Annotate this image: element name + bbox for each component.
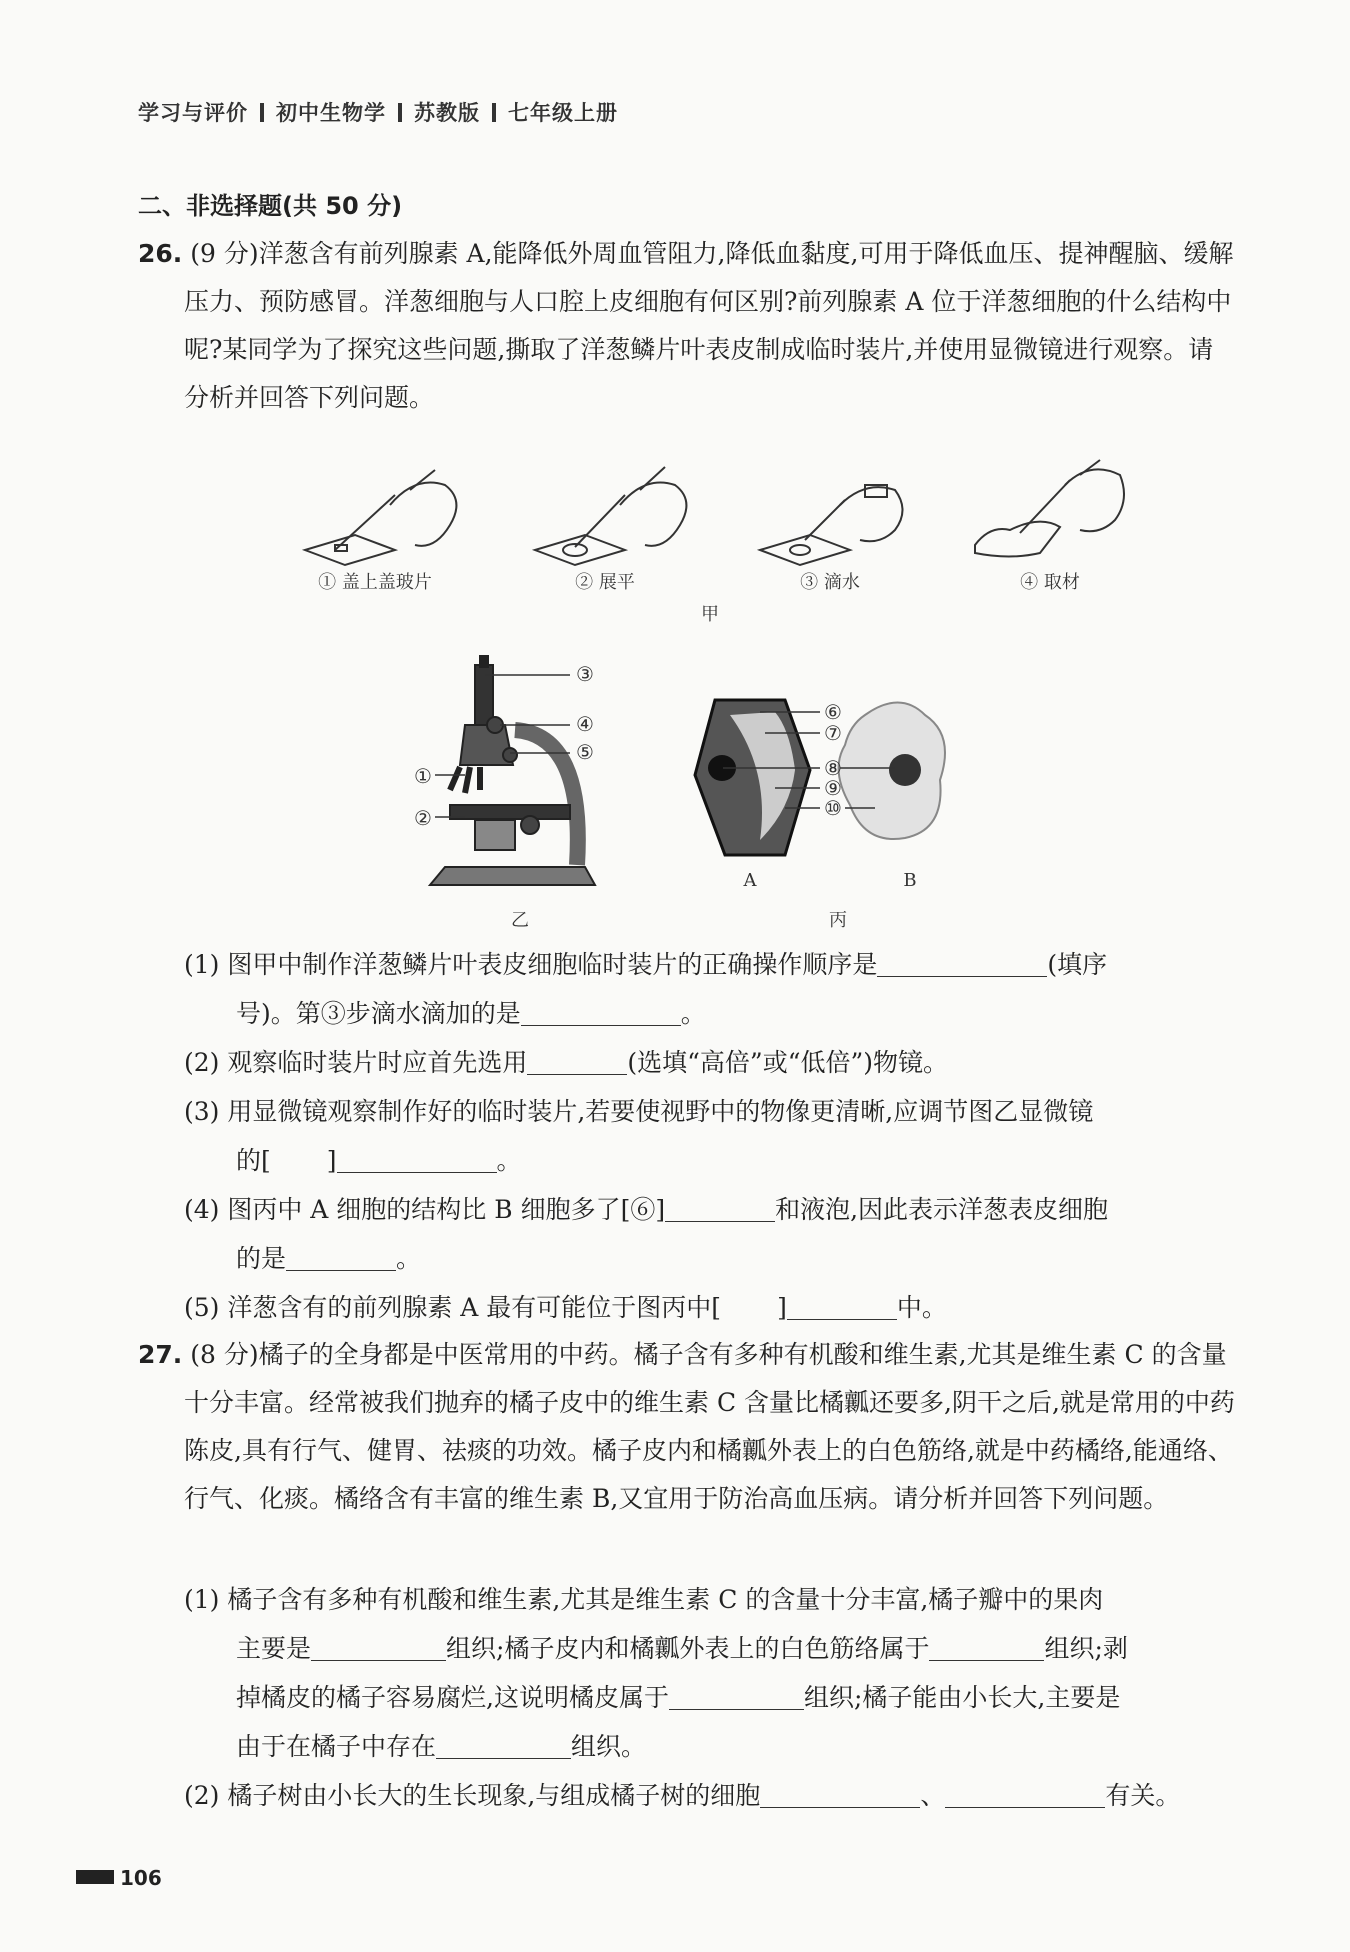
microscope-label-3: ③ <box>576 662 594 686</box>
answer-blank[interactable] <box>521 997 681 1026</box>
step-4-label: ④ 取材 <box>1020 572 1080 593</box>
figure-bing-caption: 丙 <box>829 910 847 931</box>
sub2-text: (2) 观察临时装片时应首先选用 <box>184 1048 528 1077</box>
q26-sub2 <box>184 1038 1238 1087</box>
footer-bar <box>76 1870 114 1884</box>
header-divider <box>260 103 264 122</box>
question-27-stem <box>138 1331 1238 1523</box>
answer-blank[interactable] <box>436 1730 571 1759</box>
sub1-text: (1) 图甲中制作洋葱鳞片叶表皮细胞临时装片的正确操作顺序是 <box>184 950 878 979</box>
sub1-text: 由于在橘子中存在 <box>236 1732 437 1761</box>
answer-blank[interactable] <box>527 1046 627 1075</box>
answer-blank[interactable] <box>665 1193 775 1222</box>
cell-label-10: ⑩ <box>824 796 842 820</box>
q26-sub4 <box>184 1185 1238 1234</box>
microscope-label-1: ① <box>414 764 432 788</box>
figure-jia-steps <box>295 455 1125 585</box>
question-number: 26. <box>138 239 183 268</box>
answer-blank[interactable] <box>945 1779 1105 1808</box>
q26-sub4-cont <box>184 1234 1238 1283</box>
q26-sub1-cont <box>184 989 1238 1038</box>
q27-sub1-cont <box>184 1673 1238 1722</box>
answer-blank[interactable] <box>669 1681 804 1710</box>
sub3-text: 的[ <box>236 1146 271 1175</box>
step-take-material-drawing <box>975 460 1124 557</box>
q26-sub3 <box>184 1087 1238 1136</box>
q27-sub1-cont <box>184 1722 1238 1771</box>
header-divider <box>398 103 402 122</box>
sub4-text: 的是 <box>236 1244 287 1273</box>
q27-sub1 <box>184 1575 1238 1624</box>
step-cover-slip-drawing <box>305 470 456 565</box>
page-footer <box>76 1866 162 1890</box>
microscope-label-2: ② <box>414 806 432 830</box>
step-drop-water-drawing <box>760 485 903 565</box>
sub3-text: (3) 用显微镜观察制作好的临时装片,若要使视野中的物像更清晰,应调节图乙显微镜 <box>184 1097 1094 1126</box>
answer-blank[interactable] <box>760 1779 920 1808</box>
header-edition: 苏教版 <box>414 101 480 125</box>
q27-sub2 <box>184 1771 1238 1820</box>
sub5-text: 中。 <box>896 1293 947 1322</box>
header-divider <box>492 103 496 122</box>
q27-sub1-cont <box>184 1624 1238 1673</box>
header-subject: 初中生物学 <box>276 101 386 125</box>
q26-sub5 <box>184 1283 1238 1332</box>
sub1-text: 组织;橘子皮内和橘瓤外表上的白色筋络属于 <box>446 1634 930 1663</box>
sub4-text: (4) 图丙中 A 细胞的结构比 B 细胞多了[⑥] <box>184 1195 666 1224</box>
sub2-text: 、 <box>920 1781 946 1810</box>
sub3-text: 。 <box>496 1146 522 1175</box>
sub1-text: 。 <box>680 999 706 1028</box>
cell-label-9: ⑨ <box>824 776 842 800</box>
answer-blank[interactable] <box>286 1242 396 1271</box>
cell-a-label: A <box>743 870 757 891</box>
q26-sub3-cont <box>184 1136 1238 1185</box>
sub1-text: 主要是 <box>236 1634 312 1663</box>
question-text: (9 分)洋葱含有前列腺素 A,能降低外周血管阻力,降低血黏度,可用于降低血压、提神醒脑、缓解压力、预防感冒。洋葱细胞与人口腔上皮细胞有何区别?前列腺素 A 位于洋葱细胞的什么结构中呢?某同学为了探究这些问题,撕取了洋葱鳞片叶表皮制成临时装片,并使用显微镜进行观察。请分析并回答下列问题。 <box>184 239 1234 412</box>
sub1-text: 掉橘皮的橘子容易腐烂,这说明橘皮属于 <box>236 1683 669 1712</box>
sub3-text: ] <box>326 1146 337 1175</box>
sub5-text: (5) 洋葱含有的前列腺素 A 最有可能位于图丙中[ <box>184 1293 722 1322</box>
sub2-text: (选填“高倍”或“低倍”)物镜。 <box>627 1048 949 1077</box>
running-header <box>138 97 618 127</box>
sub2-text: 有关。 <box>1105 1781 1181 1810</box>
figure-jia-caption: 甲 <box>701 604 719 625</box>
figure-yi-caption: 乙 <box>511 910 529 931</box>
microscope-diagram <box>405 655 635 905</box>
section-title: 二、非选择题(共 50 分) <box>138 192 403 220</box>
sub5-text: ] <box>777 1293 787 1322</box>
cell-b-label: B <box>903 870 917 891</box>
step-flatten-drawing <box>535 467 686 565</box>
answer-blank[interactable] <box>787 1291 897 1320</box>
sub2-text: (2) 橘子树由小长大的生长现象,与组成橘子树的细胞 <box>184 1781 761 1810</box>
sub1-text: (1) 橘子含有多种有机酸和维生素,尤其是维生素 C 的含量十分丰富,橘子瓣中的果肉 <box>184 1585 1104 1614</box>
sub1-text: 组织。 <box>571 1732 647 1761</box>
page-number: 106 <box>120 1866 162 1890</box>
sub1-text: 组织;橘子能由小长大,主要是 <box>803 1683 1121 1712</box>
answer-blank[interactable] <box>337 1144 497 1173</box>
question-26-stem <box>138 230 1238 422</box>
sub1-text: 号)。第③步滴水滴加的是 <box>236 999 521 1028</box>
microscope-label-4: ④ <box>576 712 594 736</box>
cell-label-7: ⑦ <box>824 721 842 745</box>
cell-label-8: ⑧ <box>824 756 842 780</box>
answer-blank[interactable] <box>877 948 1047 977</box>
cell-label-6: ⑥ <box>824 700 842 724</box>
sub1-text: 组织;剥 <box>1044 1634 1128 1663</box>
header-grade: 七年级上册 <box>508 101 618 125</box>
question-number: 27. <box>138 1340 183 1369</box>
sub4-text: 和液泡,因此表示洋葱表皮细胞 <box>775 1195 1109 1224</box>
sub1-text: (填序 <box>1047 950 1108 979</box>
microscope-label-5: ⑤ <box>576 740 594 764</box>
sub4-text: 。 <box>396 1244 422 1273</box>
q27-subquestions <box>184 1575 1238 1820</box>
q26-sub1 <box>184 940 1238 989</box>
q26-subquestions <box>184 940 1238 1332</box>
step-3-label: ③ 滴水 <box>800 572 860 593</box>
step-2-label: ② 展平 <box>575 572 635 593</box>
question-text: (8 分)橘子的全身都是中医常用的中药。橘子含有多种有机酸和维生素,尤其是维生素 C 的含量十分丰富。经常被我们抛弃的橘子皮中的维生素 C 含量比橘瓤还要多,阴干之后,就是常用的中药陈皮,具有行气、健胃、祛痰的功效。橘子皮内和橘瓤外表上的白色筋络,就是中药橘络,能通络、行气、化痰。橘络含有丰富的维生素 B,又宜用于防治高血压病。请分析并回答下列问题。 <box>184 1340 1235 1513</box>
answer-blank[interactable] <box>929 1632 1044 1661</box>
header-book: 学习与评价 <box>138 101 248 125</box>
answer-blank[interactable] <box>311 1632 446 1661</box>
step-1-label: ① 盖上盖玻片 <box>318 572 432 593</box>
